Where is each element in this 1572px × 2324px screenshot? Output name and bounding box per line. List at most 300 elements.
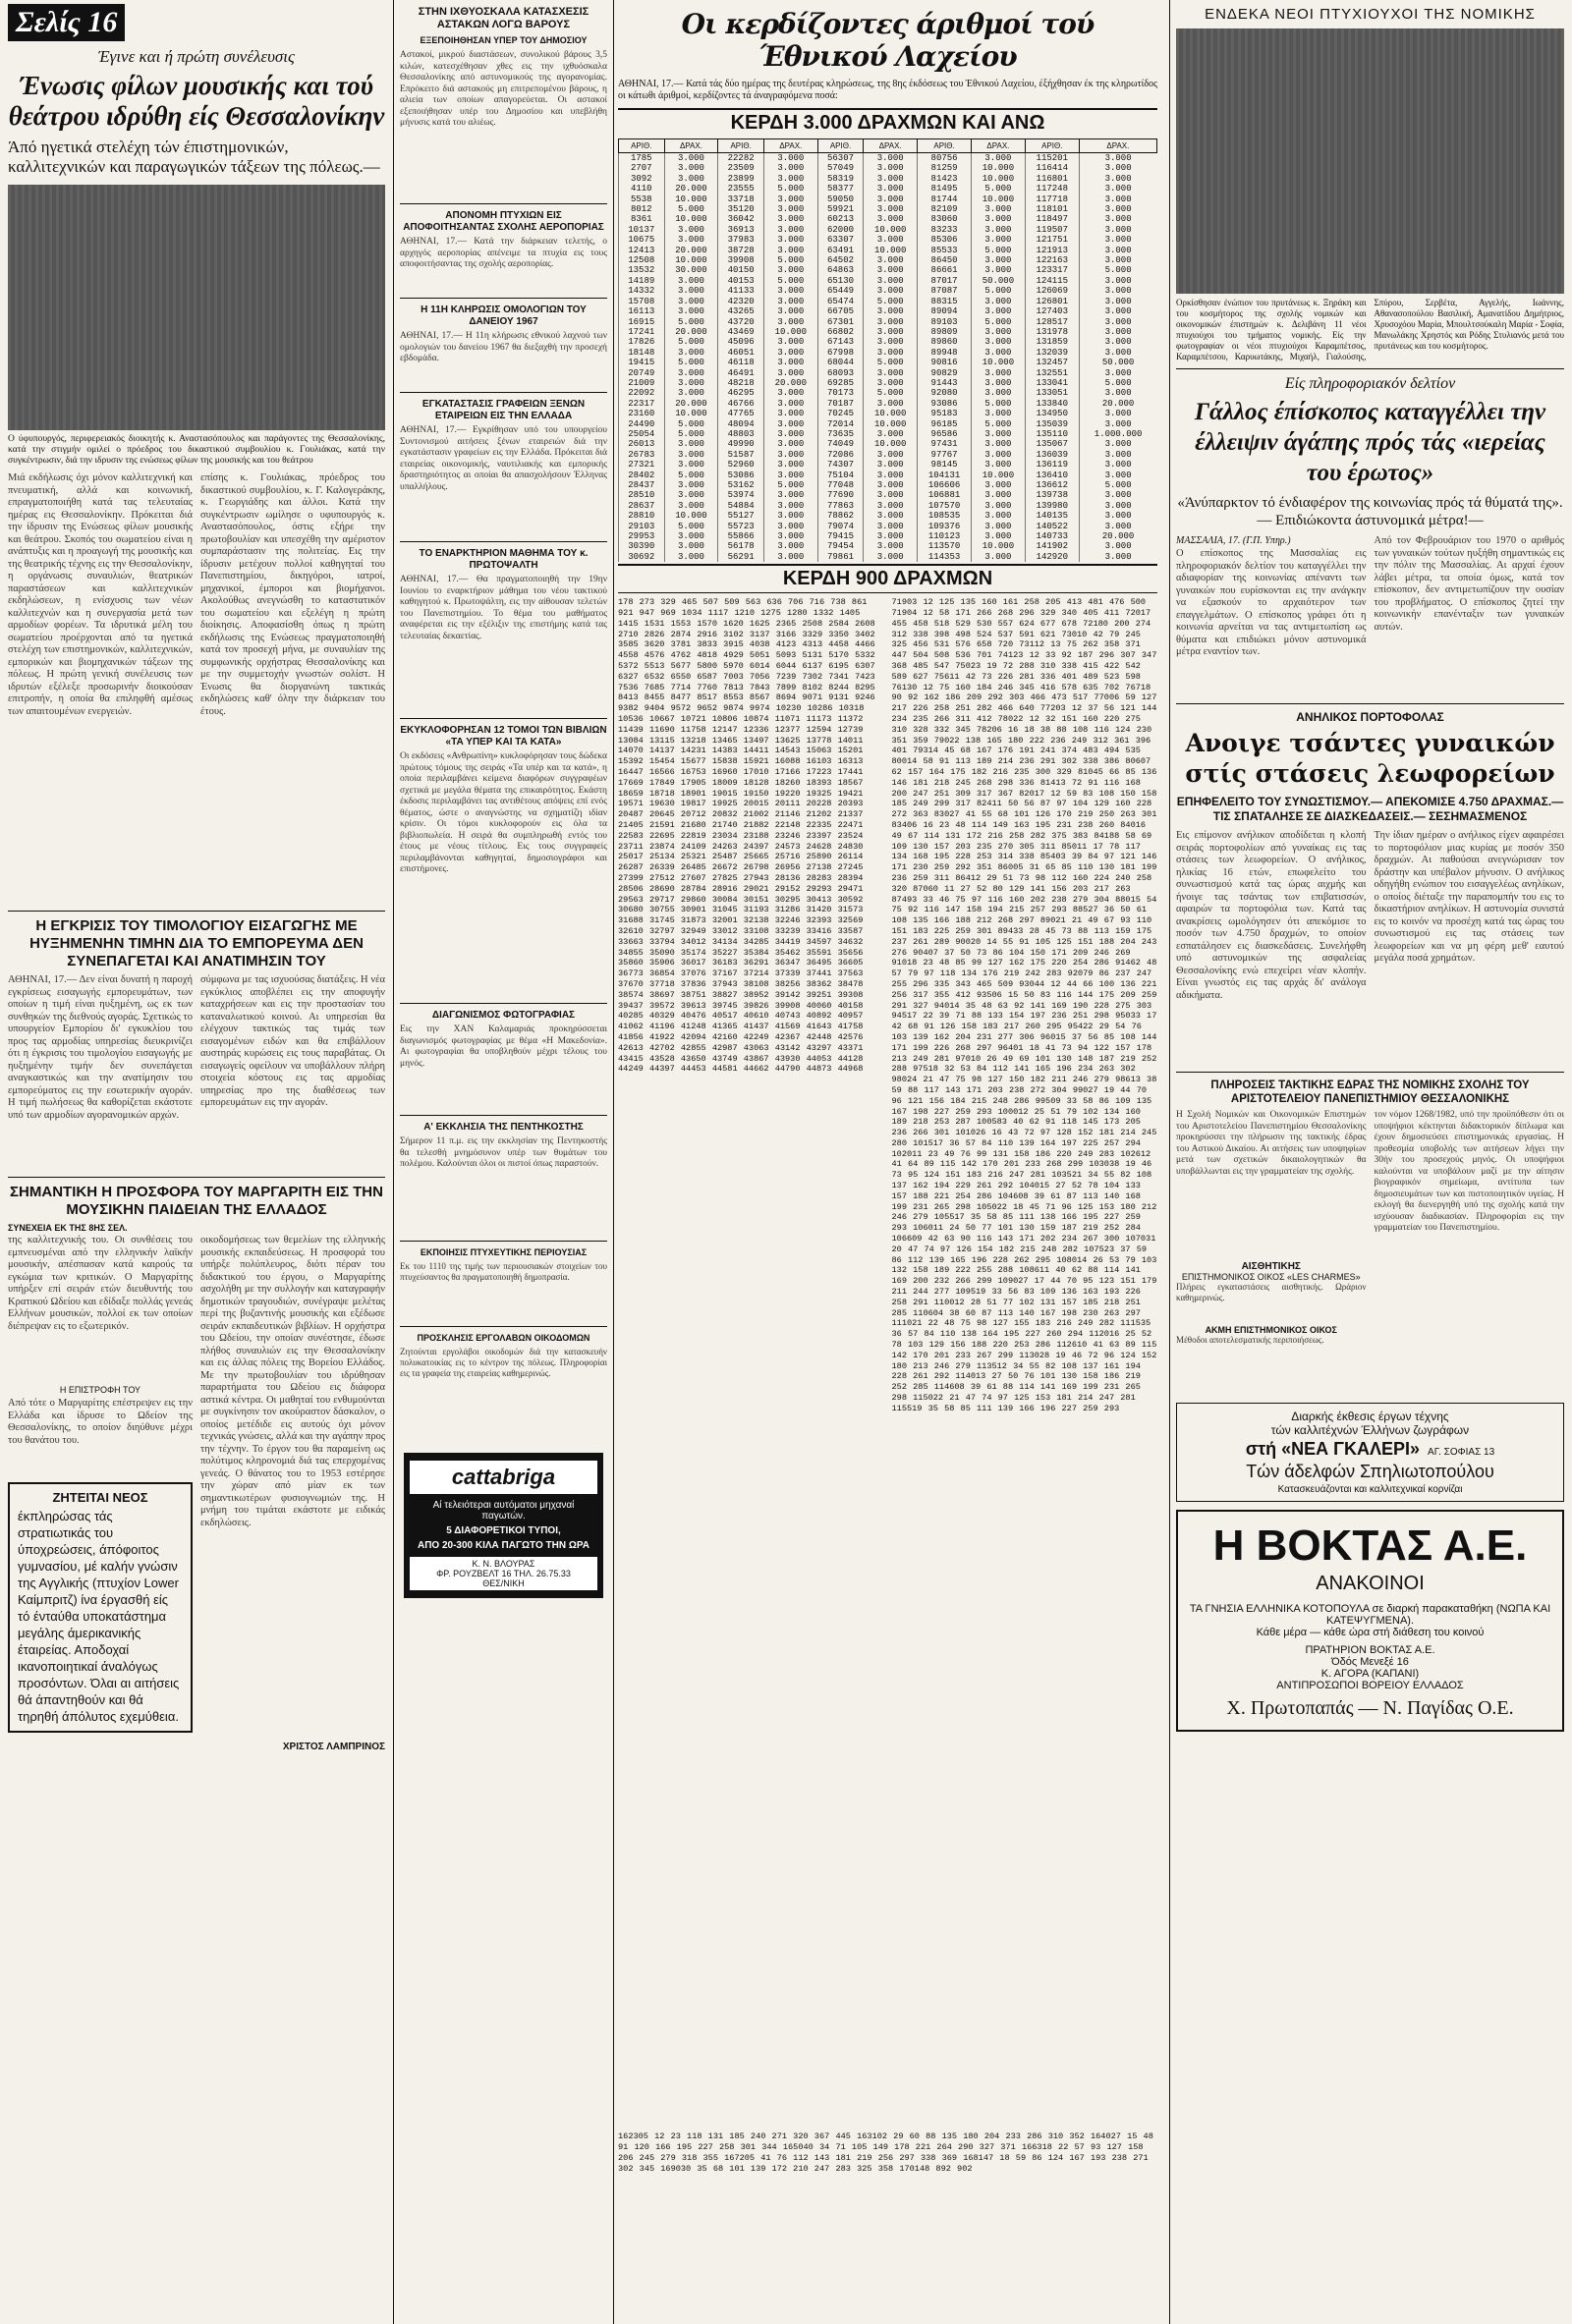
table-cell: 85533 xyxy=(918,246,972,255)
table-row xyxy=(619,541,1157,551)
ad-line-3: ΑΠΟ 20-300 ΚΙΛΑ ΠΑΓΩΤΟ ΤΗΝ ΩΡΑ xyxy=(417,1540,590,1551)
table-row xyxy=(619,419,1157,429)
voktas-line-3: ΠΡΑΤΗΡΙΟΝ ΒΟΚΤΑΣ Α.Ε. xyxy=(1305,1644,1435,1656)
numbers-900-right: 71903 12 125 135 160 161 258 205 413 481 476 500 71904 12 58 171 266 268 296 329 340 405 411 72017 455 458 518 529 530 557 624 677 678 72180 200 274 312 338 398 498 524 537 591 621 73010 42 79 245 325 456 531 576 658 720 73112 13 75 262 358 371 447 504 508 536 701 74123 12 33 92 187 296 307 347 368 485 547 75023 19 72 288 310 338 415 422 542 589 627 75611 42 73 226 281 336 401 489 523 598 76130 12 75 160 184 246 345 416 578 635 702 76718 90 92 162 186 209 292 303 466 473 517 77006 59 127 217 226 258 251 282 466 640 77203 12 37 56 121 144 234 235 266 311 412 78022 12 32 151 160 220 275 310 328 332 345 78206 16 18 38 88 108 116 124 230 351 359 79022 138 165 180 222 236 249 312 361 396 401 79314 45 68 167 176 191 241 374 483 494 535 80014 58 91 113 189 214 236 291 302 338 386 80607 62 157 164 175 182 216 235 300 329 81045 66 85 136 146 181 218 245 268 298 336 81413 72 91 116 168 200 247 251 309 317 367 82017 12 59 83 108 150 158 185 249 299 317 82411 50 56 87 97 104 129 160 228 272 363 83027 41 55 68 101 126 170 219 250 263 301 83406 16 23 48 114 149 163 195 231 238 260 84016 49 67 114 131 172 216 258 282 375 383 84188 58 69 109 130 157 203 235 270 305 311 85011 17 78 117 134 168 195 228 253 314 338 85403 39 84 97 121 146 171 230 259 292 351 86005 31 65 85 110 130 181 199 236 259 311 86412 29 51 73 98 112 160 224 240 258 320 87060 11 27 52 80 129 141 156 203 217 263 87493 33 46 75 97 116 160 202 238 279 304 88015 54 75 92 116 147 158 194 215 257 293 88527 36 50 61 108 135 166 188 212 268 297 89021 21 49 67 93 110 151 183 225 259 301 89433 28 45 73 88 113 159 175 237 261 289 90020 14 55 91 105 125 151 188 204 243 276 90407 37 50 73 86 104 150 171 209 246 269 91018 23 48 85 99 127 162 175 220 254 286 91462 48 57 79 97 118 134 176 219 242 283 92079 86 237 247 255 296 335 343 465 509 93044 12 44 66 100 136 221 256 317 355 412 93506 15 50 83 116 144 175 209 259 291 327 94014 35 48 63 92 141 169 190 228 275 303 94517 22 39 71 88 133 154 197 236 251 298 95033 17 42 68 91 126 158 183 217 260 295 95422 29 54 76 103 139 162 204 231 277 306 96015 37 56 85 108 144 171 199 226 268 297 96401 18 41 73 94 122 157 178 213 249 281 97010 26 49 69 101 130 148 187 219 252 288 97518 32 53 84 112 141 165 196 234 263 302 98024 21 47 75 98 127 150 182 211 246 279 98613 38 59 88 117 143 171 203 238 272 304 99027 19 44 70 96 121 156 184 215 248 286 99509 33 58 86 109 135 167 198 227 259 293 100012 25 51 79 102 134 160 189 218 253 287 100583 40 62 91 118 145 173 205 236 266 301 101026 16 43 72 97 128 152 181 214 245 280 101517 36 57 84 110 139 164 197 225 257 294 102011 23 49 76 99 131 158 186 220 249 283 102612 41 64 89 115 142 170 201 233 268 299 103038 19 46 73 95 124 151 183 216 247 281 103521 34 55 82 108 137 162 194 229 261 292 104015 27 52 78 104 133 157 188 221 254 286 104608 39 61 87 113 140 168 199 231 265 298 105022 18 45 71 96 125 153 180 212 246 279 105517 35 58 85 111 138 166 195 227 259 293 106011 24 50 77 101 130 159 187 219 252 284 106609 42 63 90 116 143 171 202 234 267 300 107031 20 47 74 97 126 154 182 215 248 282 107523 37 59 86 112 139 165 196 228 262 295 108014 26 53 79 103 132 158 189 222 255 288 108611 40 62 88 114 141 169 200 232 266 299 109027 17 44 70 95 123 151 179 211 244 277 109519 33 56 83 109 136 163 193 226 258 291 110012 28 51 77 102 131 157 185 218 251 285 110604 38 60 87 113 140 167 198 230 263 297 111021 22 48 75 98 127 155 183 216 249 282 111535 36 57 84 110 138 164 195 227 260 294 112016 25 52 78 103 129 156 188 220 253 286 112610 41 63 89 115 142 170 201 233 267 299 113028 19 46 72 96 124 152 180 213 246 279 113512 34 55 82 108 137 161 194 228 261 292 114013 27 50 76 101 130 158 186 219 252 285 114608 39 61 88 114 141 169 199 231 265 298 115022 21 47 74 97 125 153 181 214 247 281 115519 35 58 85 111 139 166 196 227 259 293 xyxy=(891,597,1157,1413)
table-row xyxy=(619,480,1157,490)
table-cell: 3.000 xyxy=(1079,255,1156,265)
table-cell: 3.000 xyxy=(971,214,1025,224)
subhead-return: Η ΕΠΙΣΤΡΟΦΗ ΤΟΥ xyxy=(59,1385,141,1395)
table-cell: 3.000 xyxy=(971,255,1025,265)
dateline-bishop: ΜΑΣΣΑΛΙΑ, 17. (Γ.Π. Υπηρ.) xyxy=(1176,535,1291,546)
photo-graduates xyxy=(1176,28,1564,294)
table-cell: 89948 xyxy=(918,348,972,358)
table-cell: 3.000 xyxy=(1079,348,1156,358)
table-cell: 5.000 xyxy=(664,337,718,347)
table-cell: 106606 xyxy=(918,480,972,490)
table-cell: 3.000 xyxy=(971,388,1025,398)
table-cell: 5.000 xyxy=(1079,480,1156,490)
table-cell: 3.000 xyxy=(664,531,718,541)
table-row xyxy=(619,184,1157,194)
headline-law-graduates: ΕΝΔΕΚΑ ΝΕΟΙ ΠΤΥΧΙΟΥΧΟΙ ΤΗΣ ΝΟΜΙΚΗΣ xyxy=(1205,6,1536,23)
table-cell: 3.000 xyxy=(763,388,817,398)
table-cell: 98145 xyxy=(918,460,972,470)
table-cell: 3.000 xyxy=(664,348,718,358)
table-cell: 74049 xyxy=(817,439,864,449)
body-bonds: ΑΘΗΝΑΙ, 17.— Η 11η κλήρωσις εθνικού λαχνού των ομολογιών του δανείου 1967 θα διεξαχθή την προσεχή εβδομάδα. xyxy=(400,331,607,363)
table-cell: 3.000 xyxy=(1079,317,1156,327)
table-cell: 16915 xyxy=(619,317,665,327)
table-cell: 3.000 xyxy=(763,450,817,460)
table-cell: 13532 xyxy=(619,265,665,275)
table-cell: 5.000 xyxy=(971,419,1025,429)
column-4 xyxy=(1169,0,1564,2324)
table-cell: 3.000 xyxy=(1079,214,1156,224)
table-cell: 3.000 xyxy=(763,522,817,531)
table-cell: 55127 xyxy=(718,511,764,521)
table-cell: 3.000 xyxy=(664,297,718,306)
signature: ΧΡΙΣΤΟΣ ΛΑΜΠΡΙΝΟΣ xyxy=(282,1742,385,1752)
table-cell: 77048 xyxy=(817,480,864,490)
table-cell: 115201 xyxy=(1025,153,1079,164)
table-cell: 3.000 xyxy=(664,235,718,245)
body-lobsters: Αστακοί, μικρού διαστάσεων, συνολικού βάρους 3,5 κιλών, κατεσχέθησαν χθες εις την ιχθυόσκαλα Θεσσαλονίκης από αστυνομικούς της αγορανομίας. Επρόκειτο διά αστακούς μη επιτρεπομένου βάρους, η αλιεία των οποίων απαγορεύεται. Οι αστακοί εξεποιήθησαν υπέρ του Δημοσίου και υπεβλήθη μήνυσις κατά του αλιέως. xyxy=(400,50,607,128)
table-cell: 132457 xyxy=(1025,358,1079,367)
body-law-chair-b: τον νόμον 1268/1982, υπό την προϋπόθεσιν ότι οι υποψήφιοι κέκτηνται διδακτορικόν δίπλωμα και έχουν δημοσιεύσει επιστημονικάς εργασίας. Η προθεσμία υποβολής των αιτήσεων λήγει την 30ήν του προσεχούς μηνός. Οι υποψήφιοι καλούνται να υποβάλουν μαζί με την αίτησιν βιογραφικόν σημείωμα, αντίτυπα των δημοσιευμάτων των και πιστοποιητικόν υγείας. Η εκλογή θα διενεργηθή υπό της σχολής κατά την ισχύουσαν διαδικασίαν. Πληροφορίαι εις την γραμματείαν του Πανεπιστημίου. xyxy=(1374,1110,1564,1233)
voktas-line-5: Κ. ΑΓΟΡΑ (ΚΑΠΑΝΙ) xyxy=(1320,1668,1420,1680)
table-cell: 3.000 xyxy=(1079,541,1156,551)
table-cell: 66705 xyxy=(817,306,864,316)
table-header-cell: ΑΡΙΘ. xyxy=(918,139,972,153)
table-cell: 10675 xyxy=(619,235,665,245)
table-cell: 3.000 xyxy=(664,450,718,460)
table-cell: 121913 xyxy=(1025,246,1079,255)
table-cell: 123317 xyxy=(1025,265,1079,275)
table-cell: 85306 xyxy=(918,235,972,245)
page-label: Σελίς 16 xyxy=(8,4,125,41)
table-cell: 3.000 xyxy=(763,490,817,500)
table-cell: 23509 xyxy=(718,163,764,173)
table-cell: 43265 xyxy=(718,306,764,316)
headline-bonds: Η 11Η ΚΛΗΡΩΣΙΣ ΟΜΟΛΟΓΙΩΝ ΤΟΥ ΔΑΝΕΙΟΥ 1967 xyxy=(421,304,587,327)
table-cell: 133840 xyxy=(1025,399,1079,409)
table-cell: 78862 xyxy=(817,511,864,521)
table-cell: 20.000 xyxy=(1079,399,1156,409)
table-cell: 79415 xyxy=(817,531,864,541)
voktas-line-6: ΑΝΤΙΠΡΟΣΩΠΟΙ ΒΟΡΕΙΟΥ ΕΛΛΑΔΟΣ xyxy=(1276,1680,1464,1691)
table-cell: 5.000 xyxy=(1079,265,1156,275)
table-cell: 114353 xyxy=(918,552,972,562)
table-cell: 3.000 xyxy=(1079,204,1156,214)
table-cell: 3.000 xyxy=(864,501,918,511)
table-cell: 3.000 xyxy=(971,153,1025,164)
table-cell: 90816 xyxy=(918,358,972,367)
table-cell: 67301 xyxy=(817,317,864,327)
table-cell: 3.000 xyxy=(971,439,1025,449)
table-cell: 3.000 xyxy=(1079,306,1156,316)
table-cell: 73635 xyxy=(817,429,864,439)
table-row xyxy=(619,348,1157,358)
table-cell: 75104 xyxy=(817,470,864,480)
table-cell: 3.000 xyxy=(763,358,817,367)
table-cell: 10.000 xyxy=(971,470,1025,480)
table-cell: 3.000 xyxy=(664,439,718,449)
table-row xyxy=(619,388,1157,398)
table-cell: 3.000 xyxy=(763,153,817,164)
table-cell: 3.000 xyxy=(664,501,718,511)
table-cell: 46766 xyxy=(718,399,764,409)
deck: Άπό ηγετικά στελέχη τών έπιστημονικών, καλλιτεχνικών και παραγωγικών τάξεων της πόλεως.— xyxy=(8,138,380,176)
table-row xyxy=(619,153,1157,164)
voktas-sub: ΑΝΑΚΟΙΝΟΙ xyxy=(1316,1573,1425,1594)
table-row xyxy=(619,378,1157,388)
table-cell: 20.000 xyxy=(1079,531,1156,541)
table-cell: 5.000 xyxy=(971,317,1025,327)
table-cell: 91443 xyxy=(918,378,972,388)
table-cell: 3.000 xyxy=(864,348,918,358)
table-cell: 135067 xyxy=(1025,439,1079,449)
table-cell: 5.000 xyxy=(763,255,817,265)
table-cell: 3.000 xyxy=(763,348,817,358)
table-cell: 3.000 xyxy=(1079,184,1156,194)
table-cell: 5.000 xyxy=(763,480,817,490)
table-cell: 27321 xyxy=(619,460,665,470)
body-auction: Εκ του 1110 της τιμής των περιουσιακών στοιχείων του πτυχεύσαντος θα πραγματοποιηθή δημοπρασία. xyxy=(400,1261,607,1282)
headline-photo-contest: ΔΙΑΓΩΝΙΣΜΟΣ ΦΩΤΟΓΡΑΦΙΑΣ xyxy=(431,1010,576,1021)
table-cell: 3.000 xyxy=(763,552,817,562)
table-row xyxy=(619,204,1157,214)
table-cell: 25054 xyxy=(619,429,665,439)
table-cell: 87017 xyxy=(918,276,972,286)
table-cell: 132551 xyxy=(1025,368,1079,378)
table-cell: 3.000 xyxy=(1079,511,1156,521)
table-cell: 17826 xyxy=(619,337,665,347)
table-cell: 3.000 xyxy=(864,327,918,337)
table-row xyxy=(619,358,1157,367)
table-cell: 3.000 xyxy=(763,501,817,511)
kicker-pickpocket: ΑΝΗΛΙΚΟΣ ΠΟΡΤΟΦΟΛΑΣ xyxy=(1296,710,1444,724)
table-cell: 3.000 xyxy=(1079,327,1156,337)
table-cell: 46118 xyxy=(718,358,764,367)
body-bishop-a: Ο επίσκοπος της Μασσαλίας εις πληροφοριακόν δελτίον του καταγγέλλει την αδιαφορίαν της κοινωνίας απέναντι των γυναικών που ευρίσκονται εις την ανάγκην να εξασκούν το αρχαιότερον των επαγγελμάτων. Ο επίσκοπος γράφει ότι η κοινωνία αρνείται να τας αντιμετωπίση ως θύματα και επιδιώκει μόνον αστυνομικά μέτρα εναντίον των. xyxy=(1176,548,1367,657)
table-cell: 136119 xyxy=(1025,460,1079,470)
table-row xyxy=(619,214,1157,224)
table-cell: 3.000 xyxy=(664,490,718,500)
table-cell: 24490 xyxy=(619,419,665,429)
article-body-2a: ΑΘΗΝΑΙ, 17.— Δεν είναι δυνατή η παροχή εγκρίσεως εισαγωγής εμπορευμάτων, των οποίων η τιμή είναι ηυξημένη, ως εκ των συνθηκών της διεθνούς αγοράς. Σχετικώς το υπουργείον Εμπορίου δι' εγκυκλίου του προς τας αρμοδίας υπηρεσίας διευκρινίζει ότι η έγκρισις του τιμολογίου εισαγωγής με ηυξημένην τιμήν δεν συνεπάγεται αναγκαστικώς και την ανατίμησιν του εμπορεύματος εις την εσωτερικήν αγοράν. Η τιμή πωλήσεως θα καθορίζεται εκάστοτε υπό των αρμοδίων αγορανομικών αρχών. xyxy=(8,974,193,1121)
table-cell: 3.000 xyxy=(1079,522,1156,531)
table-cell: 3.000 xyxy=(864,204,918,214)
table-cell: 66802 xyxy=(817,327,864,337)
table-cell: 43720 xyxy=(718,317,764,327)
table-cell: 28637 xyxy=(619,501,665,511)
table-cell: 3.000 xyxy=(1079,225,1156,235)
headline-import-tariff: Η ΕΓΚΡΙΣΙΣ ΤΟΥ ΤΙΜΟΛΟΓΙΟΥ ΕΙΣΑΓΩΓΗΣ ΜΕ ΗΥΞΗΜΕΝΗΝ ΤΙΜΗΝ ΔΙΑ ΤΟ ΕΜΠΟΡΕΥΜΑ ΔΕΝ ΣΥΝΕΠΑΓΕΤΑΙ ΚΑΙ ΑΝΑΤΙΜΗΣΙΝ ΤΟΥ xyxy=(29,917,364,969)
notice1-head: ΑΙΣΘΗΤΙΚΗΣ xyxy=(1241,1261,1301,1272)
table-cell: 3.000 xyxy=(763,194,817,204)
table-cell: 67998 xyxy=(817,348,864,358)
table-cell: 3.000 xyxy=(1079,153,1156,164)
table-cell: 72014 xyxy=(817,419,864,429)
table-cell: 3.000 xyxy=(664,163,718,173)
photo-caption: Ο ύφυπουργός, περιφερειακός διοικητής κ. Αναστασόπουλος και παράγοντες της Θεσσαλονίκης, κατά την στιγμήν ομιλεί ο πρόεδρος του δικαστικού συμβουλίου κ. Γουλιάκας, κατά την συγκέντρωσιν, διά την ιδρυσιν της ενώσεως φίλων της μουσικής και του θεάτρου xyxy=(8,434,385,466)
table-cell: 3.000 xyxy=(1079,490,1156,500)
table-cell: 3.000 xyxy=(971,265,1025,275)
table-cell: 5.000 xyxy=(971,399,1025,409)
table-cell: 5.000 xyxy=(664,470,718,480)
headline-diplomas: ΑΠΟΝΟΜΗ ΠΤΥΧΙΩΝ ΕΙΣ ΑΠΟΦΟΙΤΗΣΑΝΤΑΣ ΣΧΟΛΗΣ ΑΕΡΟΠΟΡΙΑΣ xyxy=(403,210,604,233)
table-cell: 8012 xyxy=(619,204,665,214)
table-cell: 55723 xyxy=(718,522,764,531)
table-cell: 3.000 xyxy=(664,153,718,164)
table-row xyxy=(619,552,1157,562)
table-cell: 3.000 xyxy=(763,214,817,224)
table-cell: 5.000 xyxy=(971,286,1025,296)
table-cell: 20749 xyxy=(619,368,665,378)
table-cell: 22282 xyxy=(718,153,764,164)
table-cell: 3.000 xyxy=(971,306,1025,316)
table-cell: 3.000 xyxy=(1079,337,1156,347)
table-cell: 55866 xyxy=(718,531,764,541)
table-cell: 10.000 xyxy=(664,214,718,224)
table-cell: 10.000 xyxy=(864,246,918,255)
table-cell: 17241 xyxy=(619,327,665,337)
table-cell: 3.000 xyxy=(763,439,817,449)
table-cell: 3.000 xyxy=(971,297,1025,306)
table-cell: 23160 xyxy=(619,409,665,418)
table-cell: 131978 xyxy=(1025,327,1079,337)
table-cell: 3.000 xyxy=(864,276,918,286)
table-cell: 3.000 xyxy=(864,511,918,521)
body-pentecost: Σήμερον 11 π.μ. εις την εκκλησίαν της Πεντηκοστής θα τελεσθή μνημόσυνον υπέρ των θυμάτων του πολέμου. Καλούνται όλοι οι πιστοί όπως παραστούν. xyxy=(400,1136,607,1169)
table-cell: 80756 xyxy=(918,153,972,164)
notice2-head: ΑΚΜΗ ΕΠΙΣΤΗΜΟΝΙΚΟΣ ΟΙΚΟΣ xyxy=(1205,1325,1337,1335)
table-cell: 15708 xyxy=(619,297,665,306)
table-cell: 3.000 xyxy=(864,490,918,500)
table-cell: 104131 xyxy=(918,470,972,480)
table-cell: 46051 xyxy=(718,348,764,358)
table-cell: 3.000 xyxy=(864,470,918,480)
table-row xyxy=(619,286,1157,296)
table-cell: 106881 xyxy=(918,490,972,500)
voktas-line-7: Χ. Πρωτοπαπάς — Ν. Παγίδας Ο.Ε. xyxy=(1226,1697,1514,1719)
table-row xyxy=(619,470,1157,480)
table-cell: 51587 xyxy=(718,450,764,460)
table-cell: 16113 xyxy=(619,306,665,316)
table-cell: 20.000 xyxy=(664,327,718,337)
table-cell: 20.000 xyxy=(664,246,718,255)
table-cell: 3.000 xyxy=(864,184,918,194)
table-cell: 89094 xyxy=(918,306,972,316)
kicker-bishop: Είς πληροφοριακόν δελτίον xyxy=(1284,375,1456,392)
table-cell: 110123 xyxy=(918,531,972,541)
table-cell: 10.000 xyxy=(864,409,918,418)
table-cell: 3.000 xyxy=(864,317,918,327)
table-cell: 46491 xyxy=(718,368,764,378)
table-cell: 3.000 xyxy=(1079,470,1156,480)
table-row xyxy=(619,450,1157,460)
table-cell: 3.000 xyxy=(1079,460,1156,470)
table-cell: 28402 xyxy=(619,470,665,480)
table-cell: 1785 xyxy=(619,153,665,164)
table-cell: 22317 xyxy=(619,399,665,409)
table-cell: 79074 xyxy=(817,522,864,531)
table-cell: 10137 xyxy=(619,225,665,235)
column-2 xyxy=(393,0,607,2324)
voktas-ad xyxy=(1176,1510,1564,1732)
body-diplomas: ΑΘΗΝΑΙ, 17.— Κατά την διάρκειαν τελετής, ο αρχηγός αεροπορίας απένειμε τα πτυχία εις τους αποφοιτήσαντας της σχολής αεροπορίας. xyxy=(400,237,607,269)
voktas-line-2: Κάθε μέρα — κάθε ώρα στή διάθεση του κοινού xyxy=(1256,1627,1485,1638)
table-cell: 37983 xyxy=(718,235,764,245)
article-body-1a: Μιά εκδήλωσις όχι μόνον καλλιτεχνική και πνευματική, αλλά και κοινωνική, επραγματοποιήθη κατά τας τελευταίας ημέρας εις Θεσσαλονίκην. Πρόκειται διά την ίδρυσιν της Ενώσεως φίλων μουσικής και θεάτρου. Σκοπός του σωματείου είναι η ανάπτυξις και η προαγωγή της μουσικής και της θεατρικής τέχνης εις την Θεσσαλονίκην, η οργάνωσις συναυλιών, θεατρικών παραστάσεων και καλλιτεχνικών εκδηλώσεων, η ενίσχυσις των νέων καλλιτεχνών και η συνεργασία μετά των αρμοδίων φορέων. Τα ιδρυτικά μέλη του σωματείου προέρχονται από τα ηγετικά στελέχη των επιστημονικών, καλλιτεχνικών, εμπορικών και βιομηχανικών τάξεων της πόλεως. Η πρώτη γενική συνέλευσις των ιδρυτών εξέλεξε προσωρινήν διοικούσαν επιτροπήν, η οποία θα επιληφθή αμέσως των απαιτουμένων ενεργειών. xyxy=(8,472,193,717)
table-cell: 5.000 xyxy=(864,297,918,306)
table-cell: 89809 xyxy=(918,327,972,337)
table-cell: 3.000 xyxy=(763,429,817,439)
table-cell: 18148 xyxy=(619,348,665,358)
table-cell: 52960 xyxy=(718,460,764,470)
table-cell: 3.000 xyxy=(1079,439,1156,449)
body-pickpocket-b: Την ίδιαν ημέραν ο ανήλικος είχεν αφαιρέσει το πορτοφόλιον μιας κυρίας με ποσόν 350 δραχμών. Αι παθούσαι ανεγνώρισαν τον δράστην και υπέβαλον μήνυσιν. Ο ανήλικος οδηγήθη ενώπιον του εισαγγελέως ανηλίκων, ο οποίος διέταξε την παραπομπήν του εις το δικαστήριον ανηλίκων. Η αστυνομία συνιστά εις το κοινόν να προσέχη κατά τας ώρας του συνωστισμού εις τας στάσεις των λεωφορείων και να μη φέρη μεθ' εαυτού μεγάλα ποσά χρημάτων. xyxy=(1374,830,1564,964)
table-cell: 117248 xyxy=(1025,184,1079,194)
table-cell: 3.000 xyxy=(1079,286,1156,296)
results-table xyxy=(618,138,1157,562)
table-cell: 36042 xyxy=(718,214,764,224)
article-body-2b: σύμφωνα με τας ισχυούσας διατάξεις. Η νέα εγκύκλιος αποβλέπει εις την αποφυγήν καταχρήσεων και εις την προστασίαν του καταναλωτικού κοινού. Αι υπηρεσίαι θα ελέγχουν τακτικώς τας τιμάς των εισαγομένων ειδών και θα επιβάλλουν αυστηράς κυρώσεις εις τους παραβάτας. Οι εισαγωγείς οφείλουν να υποβάλλουν πλήρη στοιχεία κόστους εις τας αρμοδίας υπηρεσίας προ της διαθέσεως των εμπορευμάτων εις την αγοράν. xyxy=(200,974,385,1108)
photo-ceremony xyxy=(8,185,385,430)
table-cell: 12413 xyxy=(619,246,665,255)
table-cell: 29953 xyxy=(619,531,665,541)
table-cell: 56307 xyxy=(817,153,864,164)
table-cell: 96586 xyxy=(918,429,972,439)
table-cell: 3.000 xyxy=(971,450,1025,460)
table-row xyxy=(619,337,1157,347)
headline-lobsters: ΣΤΗΝ ΙΧΘΥΟΣΚΑΛΑ ΚΑΤΑΣΧΕΣΙΣ ΑΣΤΑΚΩΝ ΛΟΓΩ ΒΑΡΟΥΣ xyxy=(418,6,590,30)
table-cell: 3.000 xyxy=(971,522,1025,531)
table-cell: 22092 xyxy=(619,388,665,398)
table-header-cell: ΑΡΙΘ. xyxy=(817,139,864,153)
headline-lobsters-sub: ΕΞΕΠΟΙΗΘΗΣΑΝ ΥΠΕΡ ΤΟΥ ΔΗΜΟΣΙΟΥ xyxy=(420,35,588,45)
table-cell: 133051 xyxy=(1025,388,1079,398)
table-cell: 118497 xyxy=(1025,214,1079,224)
table-cell: 10.000 xyxy=(971,163,1025,173)
table-cell: 3092 xyxy=(619,174,665,184)
table-cell: 3.000 xyxy=(864,306,918,316)
table-cell: 81423 xyxy=(918,174,972,184)
table-cell: 30.000 xyxy=(664,265,718,275)
table-cell: 28510 xyxy=(619,490,665,500)
body-bishop-b: Από τον Φεβρουάριον του 1970 ο αριθμός των γυναικών τούτων ηυξήθη σημαντικώς εις την πόλιν της Μασσαλίας. Αι αρχαί έχουν λάβει μέτρα, τα οποία όμως, κατά τον επίσκοπον, δεν αντιμετωπίζουν την ουσίαν του προβλήματος. Ο επίσκοπος ζητεί την κοινωνικήν επανένταξιν των γυναικών αυτών. xyxy=(1374,535,1564,633)
table-cell: 20.000 xyxy=(664,399,718,409)
table-cell: 3.000 xyxy=(1079,409,1156,418)
table-cell: 3.000 xyxy=(864,163,918,173)
table-cell: 3.000 xyxy=(763,235,817,245)
table-row xyxy=(619,460,1157,470)
table-cell: 5.000 xyxy=(664,317,718,327)
table-cell: 3.000 xyxy=(1079,276,1156,286)
table-cell: 43469 xyxy=(718,327,764,337)
table-cell: 3.000 xyxy=(763,511,817,521)
table-cell: 119507 xyxy=(1025,225,1079,235)
notice1-sub: ΕΠΙΣΤΗΜΟΝΙΚΟΣ ΟΙΚΟΣ «LES CHARMES» xyxy=(1181,1272,1361,1282)
table-row xyxy=(619,163,1157,173)
table-cell: 68093 xyxy=(817,368,864,378)
table-cell: 140733 xyxy=(1025,531,1079,541)
table-cell: 10.000 xyxy=(864,439,918,449)
table-cell: 3.000 xyxy=(664,460,718,470)
table-cell: 74307 xyxy=(817,460,864,470)
table-cell: 3.000 xyxy=(971,409,1025,418)
table-row xyxy=(619,501,1157,511)
table-cell: 127403 xyxy=(1025,306,1079,316)
table-cell: 93086 xyxy=(918,399,972,409)
table-cell: 10.000 xyxy=(763,327,817,337)
table-cell: 3.000 xyxy=(763,163,817,173)
table-cell: 3.000 xyxy=(864,450,918,460)
table-cell: 38728 xyxy=(718,246,764,255)
table-cell: 3.000 xyxy=(763,337,817,347)
table-cell: 42320 xyxy=(718,297,764,306)
table-cell: 3.000 xyxy=(664,286,718,296)
table-cell: 81744 xyxy=(918,194,972,204)
table-cell: 3.000 xyxy=(664,378,718,388)
table-cell: 3.000 xyxy=(763,225,817,235)
article-body-1b: επίσης κ. Γουλιάκας, πρόεδρος του δικαστικού συμβουλίου, κ. Γ. Καλογεράκης, κ. Γεωργιάδης και άλλοι. Κατά την συγκέντρωσιν ωμίλησε ο υφυπουργός κ. Αναστασόπουλος, όστις εξήρε την πρωτοβουλίαν και υπεσχέθη την αμέριστον συμπαράστασιν της πολιτείας. Εις την ίδρυσιν μετέχουν πολλοί καθηγηταί του Πανεπιστημίου, δικηγόροι, ιατροί, μηχανικοί, έμποροι και βιομήχανοι. Ακολούθως ανεγνώσθη το καταστατικόν του σωματείου και εξελέγη η πρώτη διοίκησις. Αποφασίσθη όπως η πρώτη εκδήλωσις της Ενώσεως πραγματοποιηθή κατά τον προσεχή μήνα, με συναυλίαν της συμφωνικής ορχήστρας Θεσσαλονίκης και με την συμμετοχήν γνωστών σολίστ. Η Ένωσις θα διοργανώνη τακτικάς εκδηλώσεις καθ' όλην την διάρκειαν του έτους. xyxy=(200,472,385,717)
table-cell: 3.000 xyxy=(664,480,718,490)
table-cell: 23555 xyxy=(718,184,764,194)
body-lecture: ΑΘΗΝΑΙ, 17.— Θα πραγματοποιηθή την 19ην Ιουνίου το εναρκτήριον μάθημα του νέου τακτικού καθηγητού κ. Πρωτοψάλτη, εις την αίθουσαν τελετών του Πανεπιστημίου. Το θέμα του μαθήματος αναφέρεται εις την εξέλιξιν της επιστήμης κατά τας τελευταίας δεκαετίας. xyxy=(400,575,607,641)
table-cell: 20.000 xyxy=(664,184,718,194)
table-cell: 56178 xyxy=(718,541,764,551)
table-header-cell: ΔΡΑΧ. xyxy=(864,139,918,153)
table-cell: 3.000 xyxy=(763,460,817,470)
table-cell: 3.000 xyxy=(763,419,817,429)
voktas-line-4: Όδός Μενεξέ 16 xyxy=(1331,1656,1409,1668)
table-cell: 3.000 xyxy=(664,306,718,316)
table-cell: 3.000 xyxy=(763,541,817,551)
table-header-cell: ΔΡΑΧ. xyxy=(664,139,718,153)
table-cell: 136039 xyxy=(1025,450,1079,460)
table-cell: 3.000 xyxy=(864,194,918,204)
table-row xyxy=(619,225,1157,235)
table-cell: 8361 xyxy=(619,214,665,224)
table-cell: 3.000 xyxy=(864,522,918,531)
table-cell: 5.000 xyxy=(864,358,918,367)
gallery-ad xyxy=(1176,1403,1564,1502)
table-cell: 3.000 xyxy=(664,276,718,286)
table-cell: 70173 xyxy=(817,388,864,398)
table-cell: 21009 xyxy=(619,378,665,388)
table-cell: 3.000 xyxy=(971,552,1025,562)
table-header-cell: ΔΡΑΧ. xyxy=(763,139,817,153)
table-row xyxy=(619,297,1157,306)
table-cell: 3.000 xyxy=(664,541,718,551)
table-cell: 72086 xyxy=(817,450,864,460)
table-cell: 3.000 xyxy=(1079,450,1156,460)
table-cell: 3.000 xyxy=(971,480,1025,490)
ad-line-5: ΦΡ. ΡΟΥΖΒΕΛΤ 16 ΤΗΛ. 26.75.33 xyxy=(410,1569,597,1578)
lottery-section xyxy=(613,0,1161,2324)
table-cell: 88315 xyxy=(918,297,972,306)
table-cell: 26013 xyxy=(619,439,665,449)
table-cell: 3.000 xyxy=(1079,501,1156,511)
table-cell: 60213 xyxy=(817,214,864,224)
table-cell: 3.000 xyxy=(971,368,1025,378)
table-cell: 136612 xyxy=(1025,480,1079,490)
table-cell: 33718 xyxy=(718,194,764,204)
table-cell: 3.000 xyxy=(664,552,718,562)
table-cell: 83233 xyxy=(918,225,972,235)
table-row xyxy=(619,327,1157,337)
table-cell: 3.000 xyxy=(1079,163,1156,173)
